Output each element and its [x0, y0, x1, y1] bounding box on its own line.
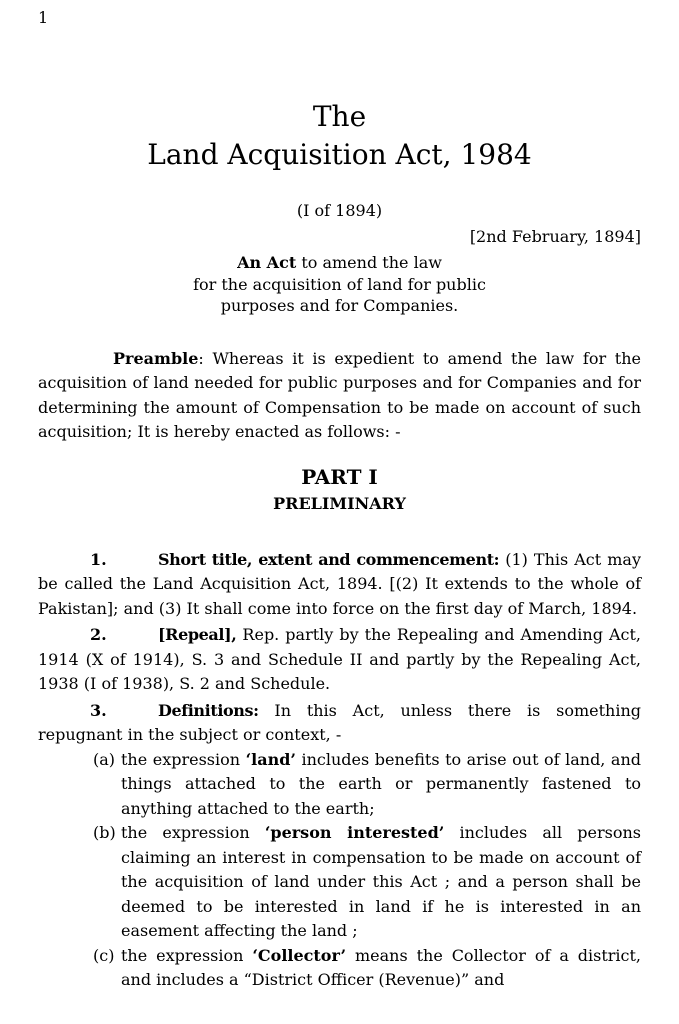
section-paragraph-2	[38, 623, 641, 697]
long-title-line-3: purposes and for Companies.	[220, 296, 459, 315]
definition-term: ‘Collector’	[252, 945, 347, 965]
enactment-date: [2nd February, 1894]	[469, 227, 641, 246]
definition-pre: the expression	[121, 749, 246, 769]
title-line-1: The	[312, 100, 367, 133]
act-reference: (I of 1894)	[296, 201, 383, 220]
definition-item-b	[93, 821, 641, 944]
definitions-list	[38, 748, 641, 993]
definition-marker: (a)	[93, 749, 116, 769]
definition-item-c	[93, 944, 642, 993]
section-number: 2.	[90, 625, 107, 644]
definition-post: means the Collector of a district, and includes a “District Officer (Revenue)” and	[121, 945, 642, 989]
section-heading: Short title, extent and commencement:	[158, 549, 500, 569]
long-title-line-2: for the acquisition of land for public	[193, 274, 486, 294]
long-title-line-1-rest: to amend the law	[296, 253, 442, 272]
long-title-bold: An Act	[237, 253, 297, 272]
definition-item-a	[93, 748, 642, 822]
section-paragraph-1	[38, 548, 641, 622]
section-number: 1.	[90, 549, 107, 569]
section-body: In this Act, unless there is something repugnant in the subject or context, -	[38, 700, 641, 744]
definition-pre: the expression	[121, 945, 253, 965]
preamble-label: Preamble	[113, 348, 199, 368]
document-title	[38, 98, 641, 174]
definition-term: ‘person interested’	[264, 823, 445, 842]
section-heading: Definitions:	[158, 700, 259, 720]
definition-pre: the expression	[121, 823, 265, 842]
definition-term: ‘land’	[245, 749, 296, 769]
preamble-paragraph	[38, 347, 641, 445]
section-number: 3.	[90, 700, 107, 720]
definition-post: includes benefits to arise out of land, and things attached to the earth or permanently fastened to anything attached to the earth;	[121, 749, 642, 818]
part-subheading: PRELIMINARY	[273, 493, 406, 513]
title-line-2: Land Acquisition Act, 1984	[147, 138, 532, 171]
long-title-line-1	[38, 252, 641, 274]
section-paragraph-3	[38, 699, 641, 748]
section-heading: [Repeal],	[158, 625, 237, 644]
section-body: Rep. partly by the Repealing and Amending Act, 1914 (X of 1914), S. 3 and Schedule II and partly by the Repealing Act, 1938 (I of 1938), S. 2 and Schedule.	[38, 625, 641, 693]
definition-marker: (c)	[93, 945, 115, 965]
part-heading: PART I	[301, 464, 378, 489]
preamble-text: : Whereas it is expedient to amend the law for the acquisition of land needed for public purposes and for Companies and for determining the amount of Compensation to be made on account of such acquisition; It is hereby enacted as follows: -	[38, 348, 641, 441]
definition-marker: (b)	[93, 823, 116, 842]
definition-post: includes all persons claiming an interest in compensation to be made on account of the acquisition of land under this Act ; and a person shall be deemed to be interested in land if he is interested in an easement affecting the land ;	[121, 823, 641, 940]
section-body: (1) This Act may be called the Land Acquisition Act, 1894. [(2) It extends to the whole of Pakistan]; and (3) It shall come into force on the first day of March, 1894.	[38, 549, 641, 618]
page-number: 1	[38, 8, 49, 27]
long-title	[38, 252, 641, 317]
